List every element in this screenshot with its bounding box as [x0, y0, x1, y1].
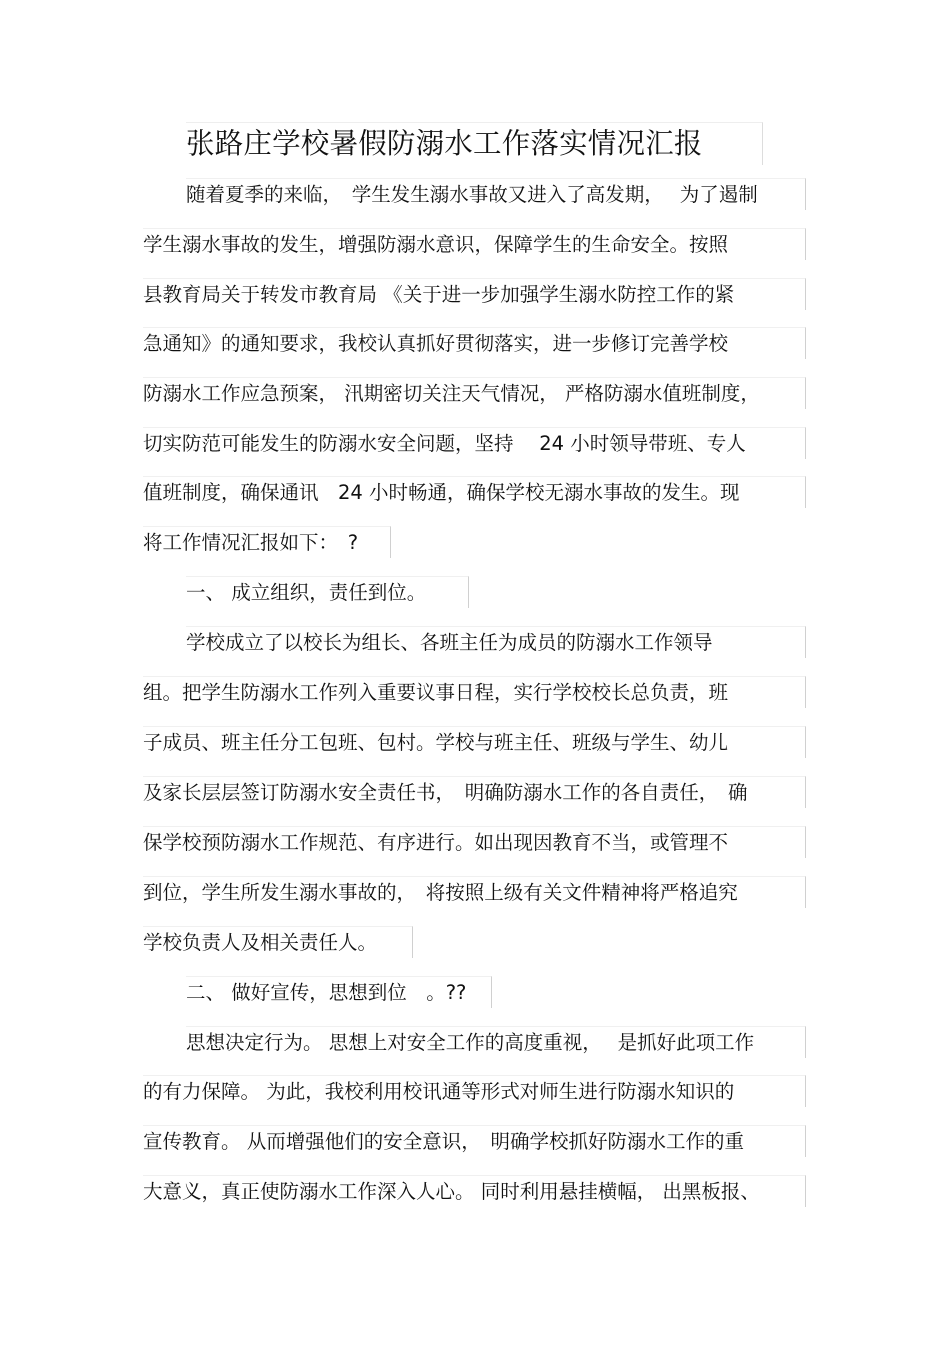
paragraph-line: 宣传教育。 从而增强他们的安全意识， 明确学校抓好防溺水工作的重 — [143, 1125, 806, 1157]
paragraph-line: 学校成立了以校长为组长、各班主任为成员的防溺水工作领导 — [186, 626, 806, 658]
paragraph-line: 随着夏季的来临， 学生发生溺水事故又进入了高发期， 为了遏制 — [186, 178, 806, 210]
section-heading: 二、 做好宣传，思想到位 。?? — [186, 976, 492, 1008]
document-title: 张路庄学校暑假防溺水工作落实情况汇报 — [186, 122, 763, 165]
paragraph-line: 大意义，真正使防溺水工作深入人心。 同时利用悬挂横幅， 出黑板报、 — [143, 1175, 806, 1207]
paragraph-line: 保学校预防溺水工作规范、有序进行。如出现因教育不当，或管理不 — [143, 826, 806, 858]
paragraph-line: 急通知》的通知要求，我校认真抓好贯彻落实，进一步修订完善学校 — [143, 327, 806, 359]
paragraph-line: 值班制度，确保通讯 24 小时畅通，确保学校无溺水事故的发生。现 — [143, 476, 806, 508]
paragraph-line: 切实防范可能发生的防溺水安全问题，坚持 24 小时领导带班、专人 — [143, 427, 806, 459]
paragraph-line: 学生溺水事故的发生，增强防溺水意识，保障学生的生命安全。按照 — [143, 228, 806, 260]
paragraph-line: 到位，学生所发生溺水事故的， 将按照上级有关文件精神将严格追究 — [143, 876, 806, 908]
section-heading: 一、 成立组织，责任到位。 — [186, 576, 469, 608]
paragraph-line: 的有力保障。 为此，我校利用校讯通等形式对师生进行防溺水知识的 — [143, 1075, 806, 1107]
paragraph-line: 防溺水工作应急预案， 汛期密切关注天气情况， 严格防溺水值班制度， — [143, 377, 806, 409]
paragraph-line: 及家长层层签订防溺水安全责任书， 明确防溺水工作的各自责任， 确 — [143, 776, 806, 808]
paragraph-line: 思想决定行为。 思想上对安全工作的高度重视， 是抓好此项工作 — [186, 1026, 806, 1058]
paragraph-line: 学校负责人及相关责任人。 — [143, 926, 413, 958]
paragraph-line: 组。把学生防溺水工作列入重要议事日程，实行学校校长总负责，班 — [143, 676, 806, 708]
paragraph-line: 子成员、班主任分工包班、包村。学校与班主任、班级与学生、幼儿 — [143, 726, 806, 758]
paragraph-line: 县教育局关于转发市教育局 《关于进一步加强学生溺水防控工作的紧 — [143, 278, 806, 310]
paragraph-line: 将工作情况汇报如下： ? — [143, 526, 391, 558]
